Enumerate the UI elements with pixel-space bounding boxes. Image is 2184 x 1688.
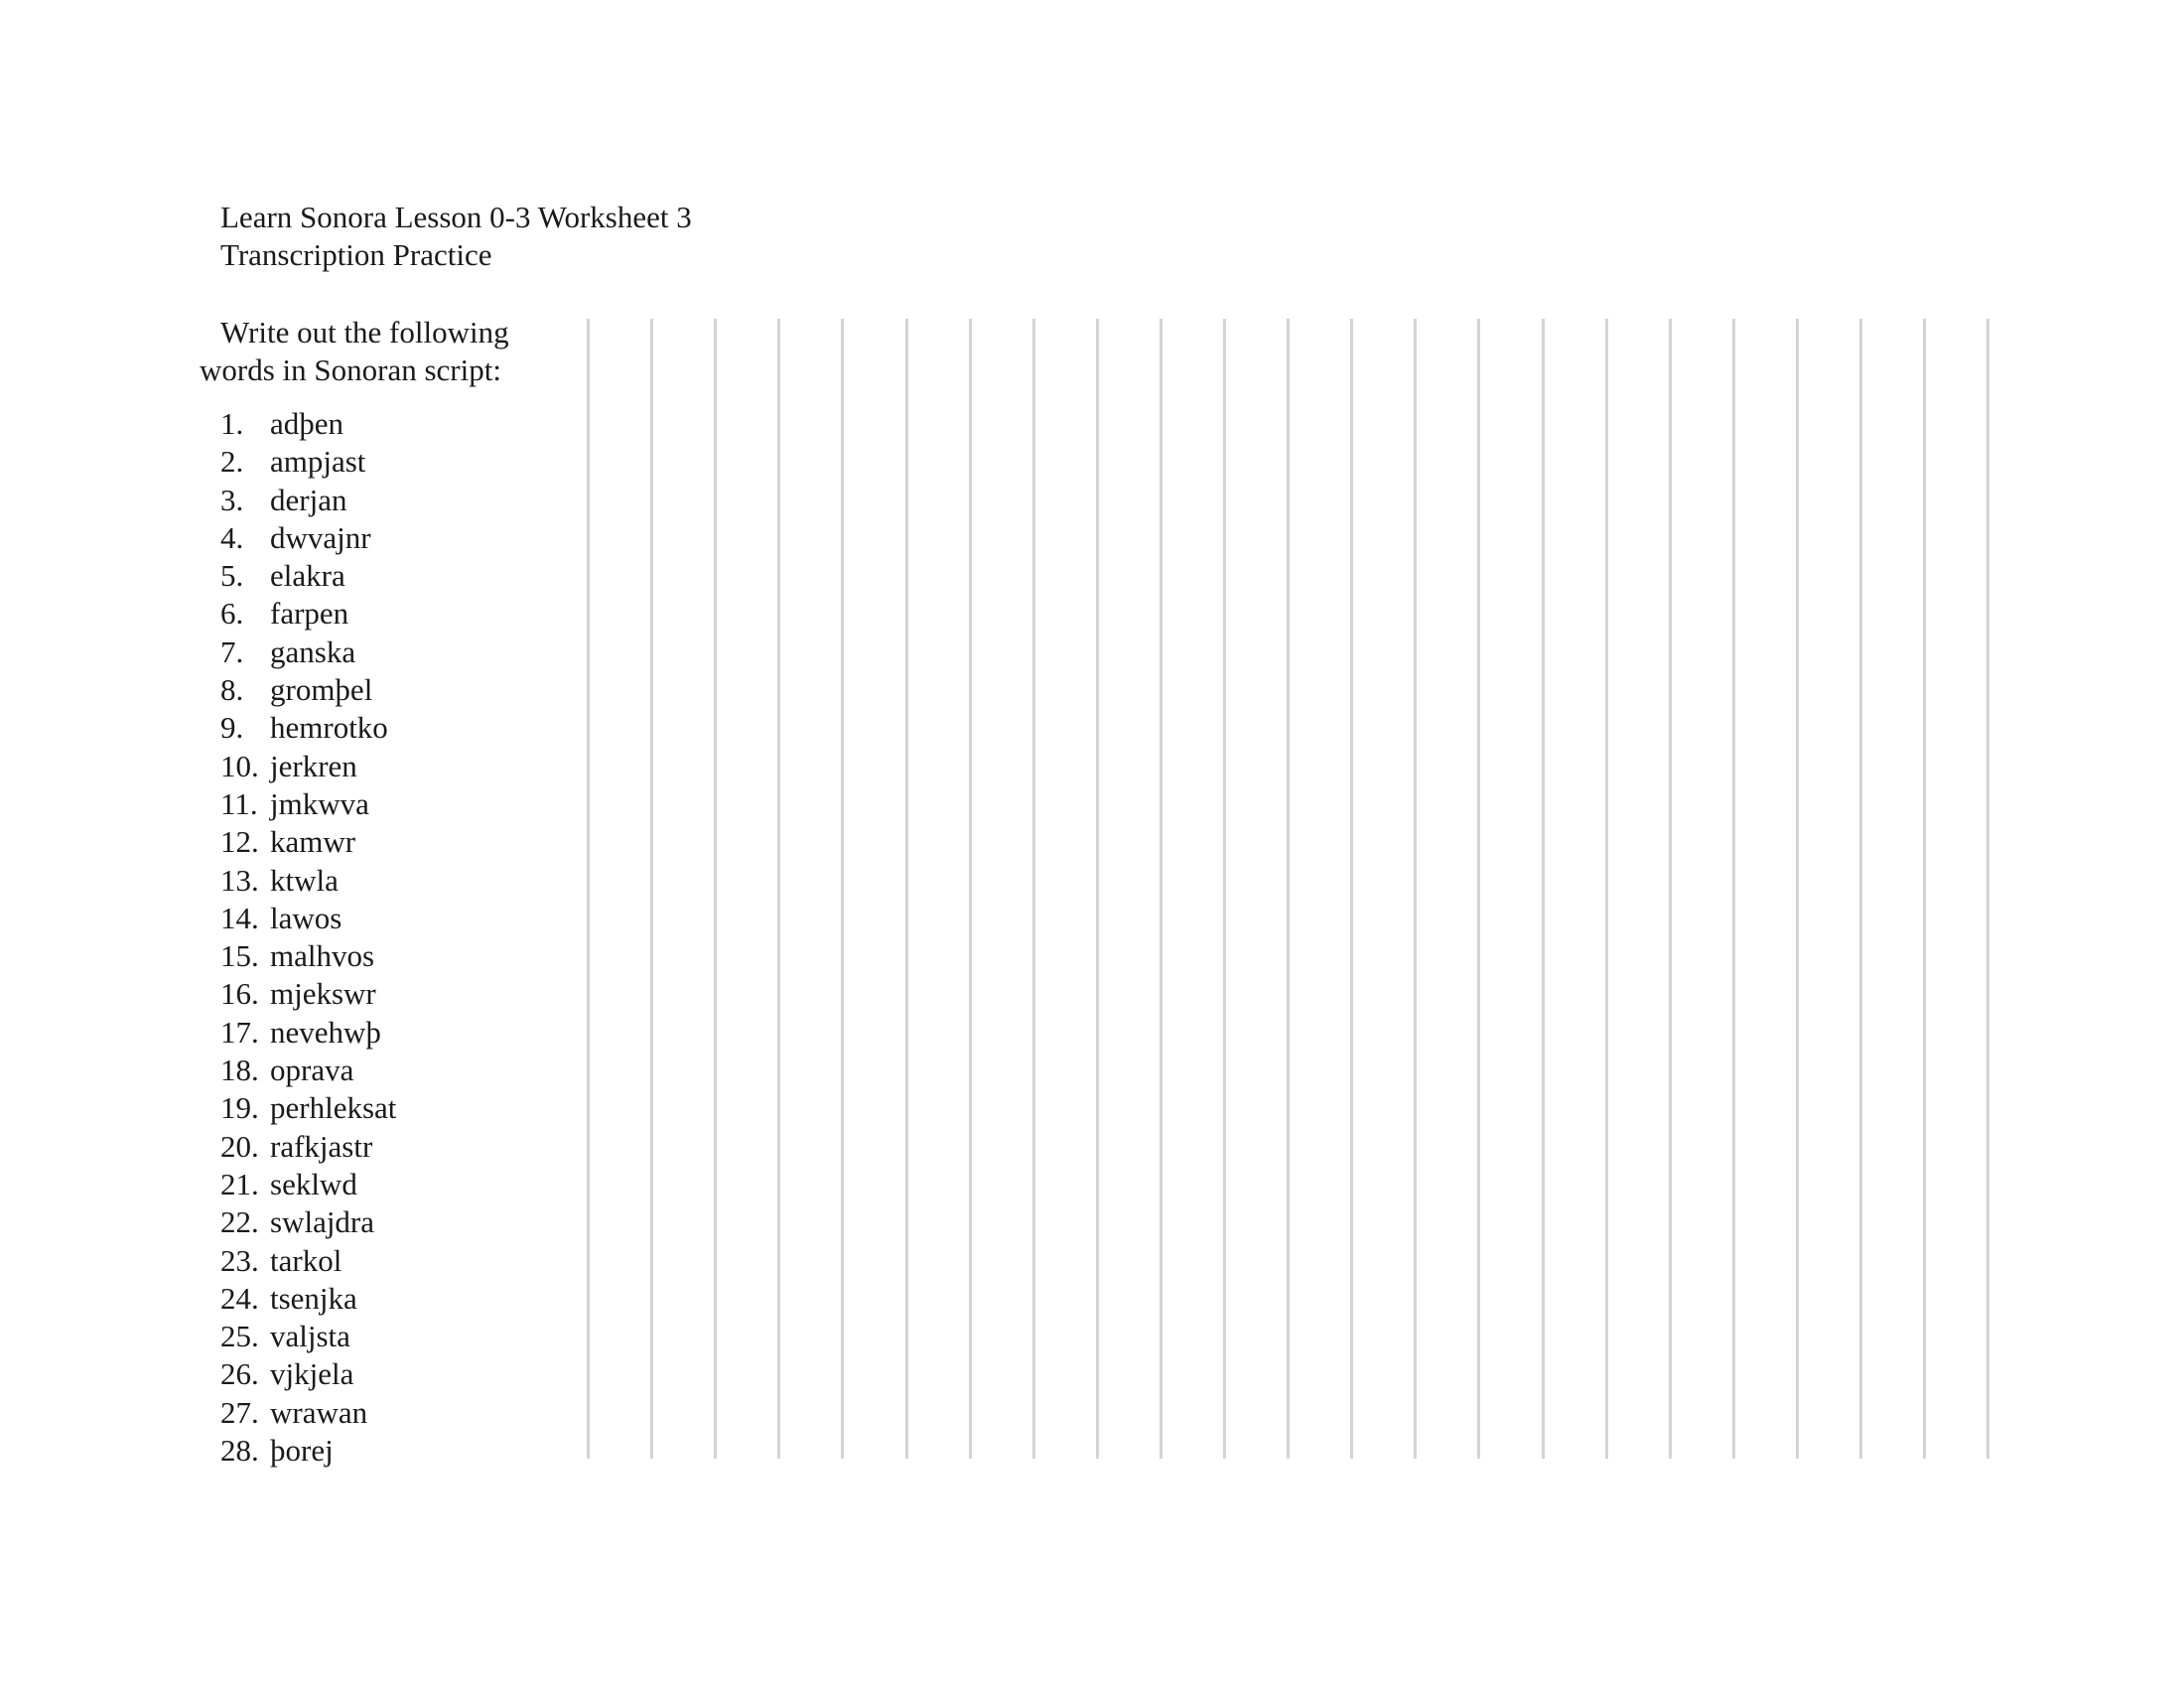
- word-number: 4.: [220, 519, 244, 555]
- grid-line: [1542, 319, 1545, 1459]
- word-number: 9.: [220, 710, 244, 746]
- word-number: 18.: [220, 1053, 259, 1088]
- title-block: [220, 199, 692, 274]
- word-list: [220, 405, 396, 1470]
- grid-line: [1477, 319, 1480, 1459]
- word-text: gromþel: [270, 672, 373, 708]
- grid-line: [1732, 319, 1735, 1459]
- grid-line: [1669, 319, 1672, 1459]
- word-text: nevehwþ: [270, 1014, 381, 1050]
- word-text: mjekswr: [270, 976, 376, 1012]
- grid-line: [905, 319, 908, 1459]
- list-item: [220, 975, 396, 1013]
- word-number: 7.: [220, 633, 244, 669]
- word-text: seklwd: [270, 1166, 357, 1201]
- word-text: jerkren: [270, 748, 357, 783]
- word-number: 13.: [220, 862, 259, 898]
- instructions-text: Write out the following words in Sonoran script:: [200, 315, 509, 387]
- word-text: malhvos: [270, 938, 375, 974]
- list-item: [220, 823, 396, 861]
- list-item: [220, 1242, 396, 1280]
- word-text: þorej: [270, 1433, 334, 1469]
- list-item: [220, 405, 396, 443]
- grid-line: [714, 319, 717, 1459]
- grid-line: [1096, 319, 1099, 1459]
- word-number: 1.: [220, 406, 244, 441]
- list-item: [220, 785, 396, 823]
- worksheet-subtitle: Transcription Practice: [220, 237, 492, 272]
- word-number: 15.: [220, 938, 259, 974]
- word-number: 19.: [220, 1090, 259, 1126]
- grid-line: [587, 319, 590, 1459]
- word-text: hemrotko: [270, 710, 388, 746]
- word-text: tarkol: [270, 1242, 342, 1278]
- word-number: 21.: [220, 1166, 259, 1201]
- word-number: 10.: [220, 748, 259, 783]
- word-text: jmkwva: [270, 785, 369, 821]
- word-text: wrawan: [270, 1394, 368, 1430]
- word-text: perhleksat: [270, 1090, 397, 1126]
- grid-line: [841, 319, 844, 1459]
- list-item: [220, 443, 396, 481]
- word-number: 28.: [220, 1433, 259, 1469]
- list-item: [220, 519, 396, 557]
- word-number: 23.: [220, 1242, 259, 1278]
- list-item: [220, 862, 396, 900]
- word-number: 6.: [220, 596, 244, 632]
- word-text: ktwla: [270, 862, 339, 898]
- word-number: 12.: [220, 824, 259, 860]
- grid-line: [969, 319, 972, 1459]
- list-item: [220, 1432, 396, 1470]
- list-item: [220, 482, 396, 519]
- list-item: [220, 1394, 396, 1432]
- word-text: ganska: [270, 633, 356, 669]
- list-item: [220, 709, 396, 747]
- worksheet-title: Learn Sonora Lesson 0-3 Worksheet 3: [220, 200, 692, 234]
- word-text: oprava: [270, 1053, 354, 1088]
- grid-line: [1032, 319, 1035, 1459]
- list-item: [220, 1128, 396, 1166]
- word-number: 8.: [220, 672, 244, 708]
- word-number: 20.: [220, 1128, 259, 1164]
- word-text: lawos: [270, 900, 342, 935]
- word-number: 24.: [220, 1280, 259, 1316]
- list-item: [220, 1052, 396, 1089]
- list-item: [220, 1166, 396, 1203]
- word-text: adþen: [270, 406, 344, 441]
- word-text: tsenjka: [270, 1280, 357, 1316]
- grid-line: [1605, 319, 1608, 1459]
- list-item: [220, 900, 396, 937]
- word-number: 11.: [220, 785, 258, 821]
- word-number: 16.: [220, 976, 259, 1012]
- word-text: swlajdra: [270, 1204, 375, 1240]
- word-number: 2.: [220, 444, 244, 480]
- grid-line: [1223, 319, 1226, 1459]
- word-number: 27.: [220, 1394, 259, 1430]
- list-item: [220, 1318, 396, 1355]
- grid-line: [650, 319, 653, 1459]
- grid-line: [1414, 319, 1417, 1459]
- word-number: 17.: [220, 1014, 259, 1050]
- grid-line: [1986, 319, 1989, 1459]
- list-item: [220, 1089, 396, 1127]
- list-item: [220, 1203, 396, 1241]
- word-text: vjkjela: [270, 1356, 354, 1392]
- word-text: rafkjastr: [270, 1128, 373, 1164]
- list-item: [220, 557, 396, 595]
- list-item: [220, 937, 396, 975]
- word-number: 3.: [220, 482, 244, 517]
- word-text: ampjast: [270, 444, 366, 480]
- grid-line: [1287, 319, 1290, 1459]
- list-item: [220, 633, 396, 671]
- word-number: 25.: [220, 1319, 259, 1354]
- list-item: [220, 748, 396, 785]
- list-item: [220, 1014, 396, 1052]
- list-item: [220, 595, 396, 633]
- grid-line: [1859, 319, 1862, 1459]
- grid-line: [1796, 319, 1799, 1459]
- grid-line: [1160, 319, 1162, 1459]
- grid-line: [1350, 319, 1353, 1459]
- list-item: [220, 671, 396, 709]
- word-number: 5.: [220, 558, 244, 594]
- word-text: farpen: [270, 596, 349, 632]
- word-number: 14.: [220, 900, 259, 935]
- grid-line: [777, 319, 780, 1459]
- word-text: valjsta: [270, 1319, 350, 1354]
- list-item: [220, 1355, 396, 1393]
- word-number: 26.: [220, 1356, 259, 1392]
- word-text: derjan: [270, 482, 347, 517]
- word-number: 22.: [220, 1204, 259, 1240]
- writing-grid: [587, 319, 1996, 1459]
- word-text: dwvajnr: [270, 519, 371, 555]
- grid-line: [1923, 319, 1926, 1459]
- word-text: kamwr: [270, 824, 356, 860]
- list-item: [220, 1280, 396, 1318]
- word-text: elakra: [270, 558, 345, 594]
